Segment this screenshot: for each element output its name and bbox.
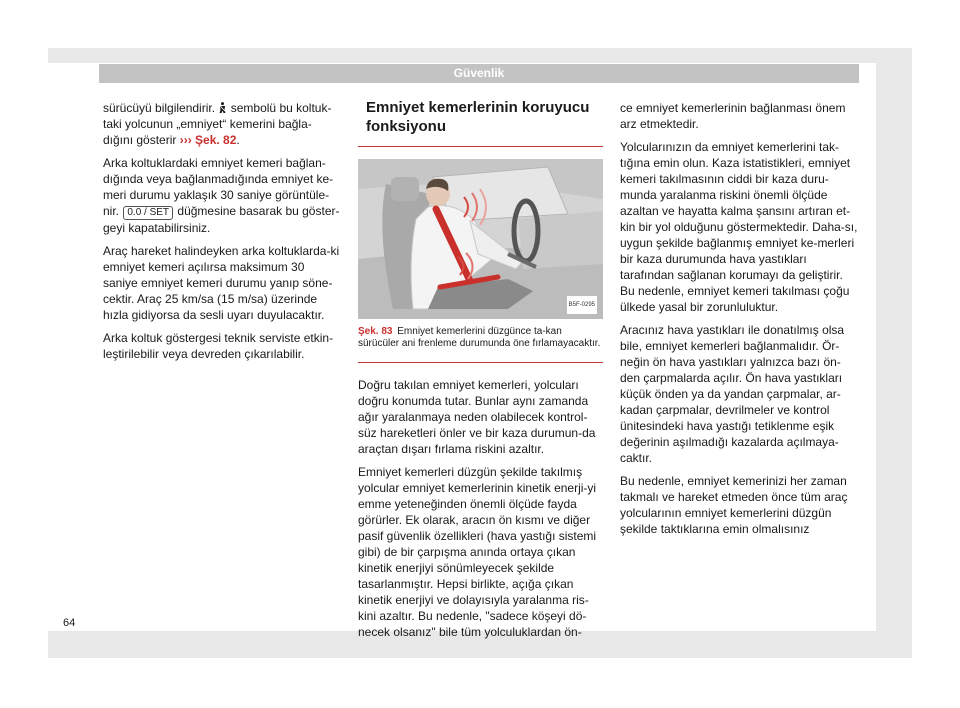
seatbelt-occupant-icon — [218, 102, 227, 113]
paragraph: Araç hareket halindeyken arka koltuklarda-ki emniyet kemeri açılırsa maksimum 30 saniye emniyet kemeri durumu yanıp söne-cektir. Araç 25 km/sa (15 m/sa) üzerinde hızla gidiyorsa da sesli uyarı duyulacaktır. — [103, 244, 340, 322]
column-middle — [358, 98, 603, 647]
section-body — [358, 377, 603, 640]
figure-reference-link[interactable]: ››› Şek. 82 — [179, 133, 237, 147]
chapter-title: Güvenlik — [453, 66, 505, 80]
page-number: 64 — [63, 617, 76, 629]
paragraph: Doğru takılan emniyet kemerleri, yolcuları doğru konumda tutar. Bunlar aynı zamanda ağır yaralanmaya neden olabilecek kontrol-süz hareketleri önler ve bir kaza durumun-da araçtan dışarı fırlama riskini azaltır. — [358, 378, 596, 456]
chapter-header — [99, 64, 859, 83]
driver-illustration — [358, 159, 603, 319]
paragraph: Emniyet kemerleri düzgün şekilde takılmış yolcular emniyet kemerlerinin kinetik enerji-yi emme yeteneğinden önemli ölçüde fayda görürler. Ek olarak, aracın ön kısmı ve diğer pasif güvenlik özellikleri (hava yastığı sistemi gibi) de bir çarpışma anında ortaya çıkan kinetik enerjiyi sönümleyecek şekilde tasarlanmıştır. Hepsi birlikte, açığa çıkan kinetik enerjiyi ve dolayısıyla yaralanma ris-kini azaltır. Bu nedenle, "sadece köşeyi dö-necek olsanız" bile tüm yolculuklardan ön- — [358, 465, 597, 639]
paragraph: Arka koltuk göstergesi teknik serviste etkin-leştirilebilir veya devreden çıkarılabilir. — [103, 331, 334, 361]
paragraph: Yolcularınızın da emniyet kemerlerini tak-tığına emin olun. Kaza istatistikleri, emniyet kemeri takılmasının ciddi bir kaza duru-munda yaralanma riskini önemli ölçüde azaltan ve hayatta kalma şansını artıran et-kin bir yol olduğunu göstermektedir. Daha-sı, uygun şekilde bağlanmış emniyet ke-merleri bir kaza durumunda hava yastıkları tarafından sağlanan korumayı da geliştirir. Bu nedenle, emniyet kemeri takılması çoğu ülkede yasal bir zorunluluktur. — [620, 140, 858, 314]
paragraph: Aracınız hava yastıkları ile donatılmış olsa bile, emniyet kemerleri bağlanmalıdır. Ör-neğin ön hava yastıkları yalnızca bazı ön-den çarpmalarda açılır. Ön hava yastıkları küçük önden ya da yandan çarpmalar, ar-kadan çarpmalar, devrilmeler ve kontrol ünitesindeki hava yastığı tetiklenme eşik değerinin aşılmadığı kazalarda açılmaya-caktır. — [620, 323, 845, 465]
paragraph: Bu nedenle, emniyet kemerinizi her zaman takmalı ve hareket etmeden önce tüm araç yolcularının emniyet kemerlerini düzgün şekilde taktıklarına emin olmalısınız — [620, 474, 848, 536]
section-title: Emniyet kemerlerinin koruyucu fonksiyonu — [358, 98, 603, 147]
paragraph: Arka koltuklardaki emniyet kemeri bağlan-dığında veya bağlanmadığında emniyet ke-meri durumu yaklaşık 30 saniye görüntüle-nir. 0.0 / SET düğmesine basarak bu göster-geyi kapatabilirsiniz. — [103, 156, 340, 235]
paragraph: ce emniyet kemerlerinin bağlanması önem arz etmektedir. — [620, 101, 846, 131]
column-right — [620, 100, 860, 544]
figure-caption: Şek. 83 Emniyet kemerlerini düzgünce ta-kan sürücüler ani frenleme durumunda öne fırlamayacaktır. — [358, 326, 603, 363]
figure-code: B5F-0295 — [567, 296, 597, 314]
figure-driver-seatbelt — [358, 159, 603, 319]
column-left — [103, 100, 341, 369]
caption-figure-number: Şek. 83 — [358, 326, 393, 337]
paragraph: sürücüyü bilgilendirir. sembolü bu koltuk-taki yolcunun „emniyet“ kemerini bağla-dığını gösterir ››› Şek. 82. — [103, 101, 332, 147]
set-key-label: 0.0 / SET — [123, 206, 173, 220]
